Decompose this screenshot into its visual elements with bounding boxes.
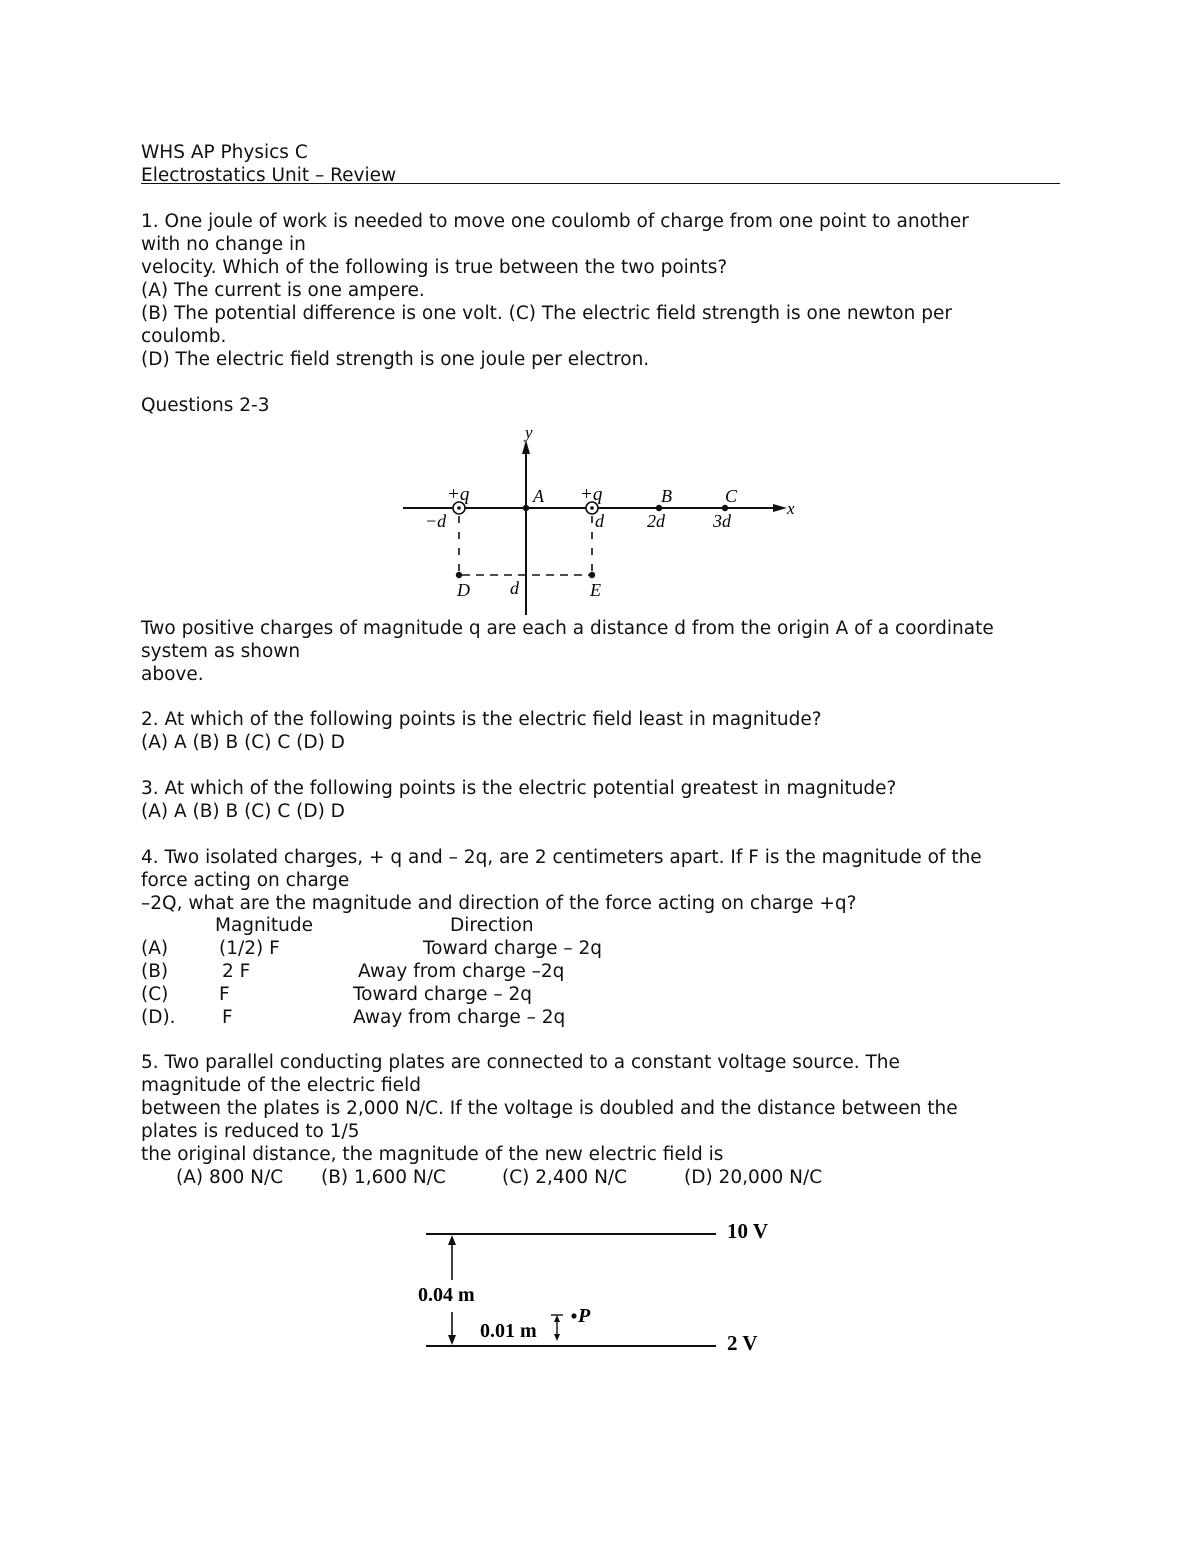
point-a-label: A [533,486,544,506]
q1-line: coulomb. [141,326,227,347]
q5-line: between the plates is 2,000 N/C. If the voltage is doubled and the distance between the [141,1098,958,1119]
point-d-label: D [457,580,470,600]
q4-row-label: (D). [141,1007,176,1028]
arrow-down-icon [448,1335,456,1345]
q4-row-direction: Toward charge – 2q [353,984,533,1005]
x-axis-arrow-icon [773,504,787,512]
y-axis-label: y [525,423,533,442]
q4-line: –2Q, what are the magnitude and direction of the force acting on charge +q? [141,893,857,914]
course-title: WHS AP Physics C [141,142,308,163]
q1-choice-a: (A) The current is one ampere. [141,280,425,301]
small-arrow-up-icon [554,1315,560,1322]
tick-3d-label: 3d [713,511,731,531]
header-rule [141,183,1060,184]
q4-row-direction: Away from charge –2q [358,961,565,982]
q5-choice-c: (C) 2,400 N/C [502,1167,628,1188]
q1-line: 1. One joule of work is needed to move one coulomb of charge from one point to another [141,211,969,232]
q5-choice-d: (D) 20,000 N/C [684,1167,823,1188]
q5-line: magnitude of the electric field [141,1075,421,1096]
small-gap-label: 0.01 m [480,1320,537,1342]
tick-d-label: d [595,511,604,531]
small-arrow-down-icon [554,1334,560,1341]
tick-down-d-label: d [510,578,519,598]
point-p-dot [571,1313,576,1318]
charge-diagram [395,420,815,620]
unit-title: Electrostatics Unit – Review [141,165,397,186]
point-c-label: C [725,486,738,506]
q5-choice-b: (B) 1,600 N/C [321,1167,446,1188]
q4-row-magnitude: F [222,1007,233,1028]
bottom-voltage-label: 2 V [727,1331,758,1355]
q4-row-magnitude: (1/2) F [219,938,280,959]
charge-right-label: +q [580,484,603,505]
q4-row-label: (A) [141,938,169,959]
q4-header-magnitude: Magnitude [215,915,314,936]
plates-diagram [410,1210,790,1360]
q5-line: plates is reduced to 1/5 [141,1121,360,1142]
q5-line: the original distance, the magnitude of the new electric field is [141,1144,724,1165]
q4-row-direction: Toward charge – 2q [423,938,603,959]
questions-2-3-heading: Questions 2-3 [141,395,270,416]
q3-choices: (A) A (B) B (C) C (D) D [141,801,345,822]
gap-label: 0.04 m [418,1284,475,1306]
q1-line: with no change in [141,234,306,255]
point-p-label: P [578,1305,591,1327]
q4-row-label: (C) [141,984,169,1005]
tick-2d-label: 2d [647,511,665,531]
arrow-up-icon [448,1235,456,1245]
point-d-dot [456,572,462,578]
q4-header-direction: Direction [450,915,534,936]
q4-line: 4. Two isolated charges, + q and – 2q, are 2 centimeters apart. If F is the magnitude of the [141,847,982,868]
point-e-dot [589,572,595,578]
point-a-dot [523,505,529,511]
point-b-label: B [661,486,672,506]
x-axis-label: x [787,499,795,518]
q23-description: above. [141,664,204,685]
q4-row-label: (B) [141,961,169,982]
question-3: 3. At which of the following points is the electric potential greatest in magnitude? [141,778,897,799]
q23-description: system as shown [141,641,301,662]
q1-line: velocity. Which of the following is true between the two points? [141,257,728,278]
q4-line: force acting on charge [141,870,350,891]
q23-description: Two positive charges of magnitude q are each a distance d from the origin A of a coordinate [141,618,994,639]
q4-row-magnitude: F [219,984,230,1005]
q1-choice-b-c: (B) The potential difference is one volt. (C) The electric field strength is one newton per [141,303,952,324]
charge-left-label: +q [447,484,470,505]
question-2: 2. At which of the following points is the electric field least in magnitude? [141,709,822,730]
y-axis-arrow-icon [522,440,530,454]
q5-line: 5. Two parallel conducting plates are connected to a constant voltage source. The [141,1052,900,1073]
q2-choices: (A) A (B) B (C) C (D) D [141,732,345,753]
q1-choice-d: (D) The electric field strength is one joule per electron. [141,349,650,370]
tick-neg-d-label: −d [425,511,447,531]
q4-row-magnitude: 2 F [222,961,251,982]
q4-row-direction: Away from charge – 2q [353,1007,566,1028]
q5-choice-a: (A) 800 N/C [176,1167,284,1188]
top-voltage-label: 10 V [727,1219,769,1243]
point-e-label: E [590,580,601,600]
